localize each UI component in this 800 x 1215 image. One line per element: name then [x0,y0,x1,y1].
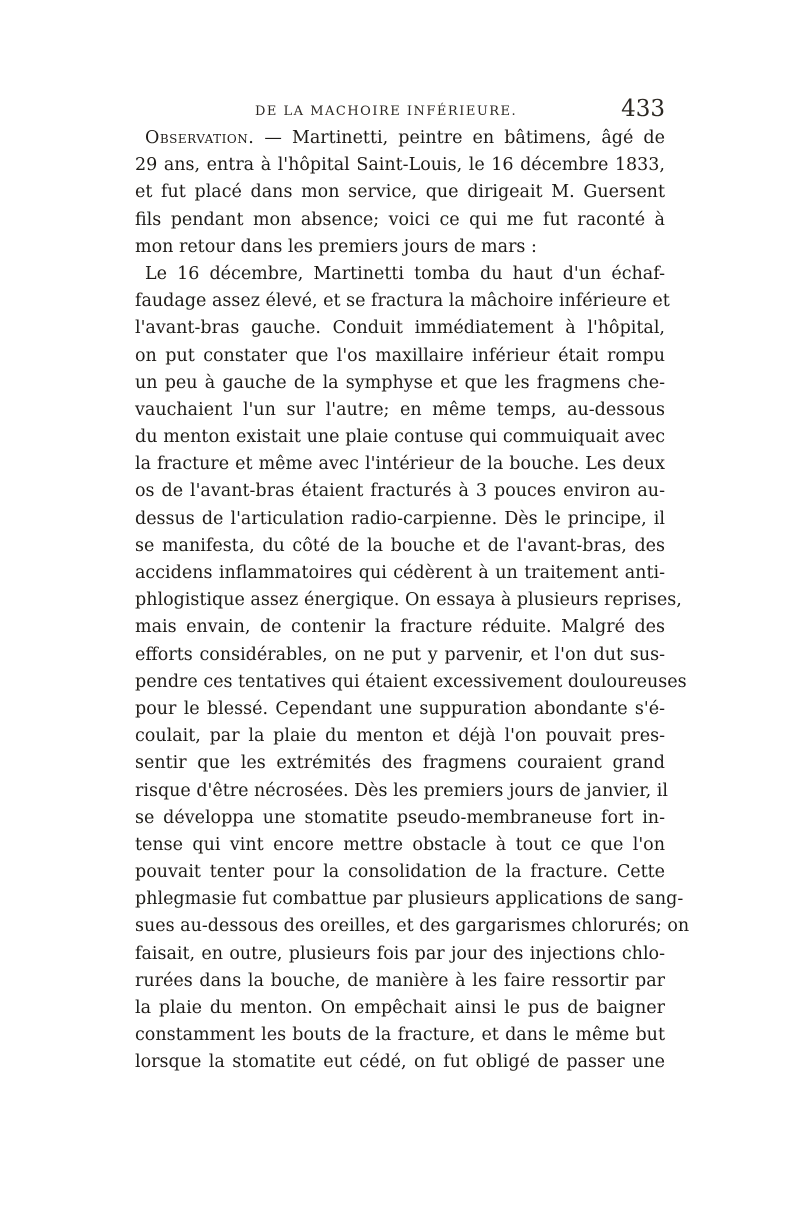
observation-dash: — [254,128,292,148]
text-line: tense qui vint encore mettre obstacle à tout ce que l'on [135,834,665,855]
text-line: pendre ces tentatives qui étaient excessivement douloureuses [135,671,687,692]
text-line: accidens inflammatoires qui cédèrent à un traitement anti- [135,563,665,583]
text-line: phlegmasie fut combattue par plusieurs applications de sang- [135,889,684,910]
text-line: rurées dans la bouche, de manière à les faire ressortir par [135,970,665,991]
text-line: efforts considérables, on ne put y parvenir, et l'on dut sus- [135,644,665,665]
text-line: lorsque la stomatite eut cédé, on fut obligé de passer une [135,1052,665,1073]
text-line: se manifesta, du côté de la bouche et de l'avant-bras, des [135,535,665,556]
text-line: fils pendant mon absence; voici ce qui me fut raconté à [135,209,665,230]
text-line: faudage assez élevé, et se fractura la mâchoire inférieure et [135,291,670,312]
text-line [135,125,665,152]
text-line: se développa une stomatite pseudo-membraneuse fort in- [135,807,665,828]
text-line: constamment les bouts de la fracture, et dans le même but [135,1025,665,1046]
first-line-text: Martinetti, peintre en bâtimens, âgé de [291,128,665,148]
observation-label: Observation. [145,128,255,148]
text-line: un peu à gauche de la symphyse et que les fragmens che- [135,372,665,393]
text-line: pouvait tenter pour la consolidation de la fracture. Cette [135,862,665,883]
running-head: DE LA MACHOIRE INFÉRIEURE. [255,104,518,119]
text-line: Le 16 décembre, Martinetti tomba du haut d'un échaf- [145,263,665,284]
text-line: phlogistique assez énergique. On essaya à plusieurs reprises, [135,590,682,611]
text-line: 29 ans, entra à l'hôpital Saint-Louis, le 16 décembre 1833, [135,155,665,176]
text-line: faisait, en outre, plusieurs fois par jour des injections chlo- [135,943,665,964]
text-line: sentir que les extrémités des fragmens couraient grand [135,753,665,774]
text-line: et fut placé dans mon service, que dirigeait M. Guersent [135,182,665,203]
text-line: la plaie du menton. On empêchait ainsi le pus de baigner [135,998,665,1018]
text-line: risque d'être nécrosées. Dès les premiers jours de janvier, il [135,780,668,801]
text-line: on put constater que l'os maxillaire inférieur était rompu [135,345,665,366]
text-line: du menton existait une plaie contuse qui commuiquait avec [135,427,665,448]
body-text [135,125,690,1077]
text-line: mon retour dans les premiers jours de mars : [135,236,537,257]
page-number: 433 [621,96,665,122]
text-line: l'avant-bras gauche. Conduit immédiatement à l'hôpital, [135,318,665,339]
text-line: sues au-dessous des oreilles, et des gargarismes chlorurés; on [135,916,690,937]
text-line: mais envain, de contenir la fracture réduite. Malgré des [135,617,665,638]
text-line: os de l'avant-bras étaient fracturés à 3 pouces environ au- [135,481,665,502]
text-line: coulait, par la plaie du menton et déjà l'on pouvait pres- [135,726,665,747]
text-line: pour le blessé. Cependant une suppuration abondante s'é- [135,698,665,719]
text-line: dessus de l'articulation radio-carpienne. Dès le principe, il [135,508,665,529]
text-line: vauchaient l'un sur l'autre; en même temps, au-dessous [135,399,665,420]
text-line: la fracture et même avec l'intérieur de la bouche. Les deux [135,454,665,475]
